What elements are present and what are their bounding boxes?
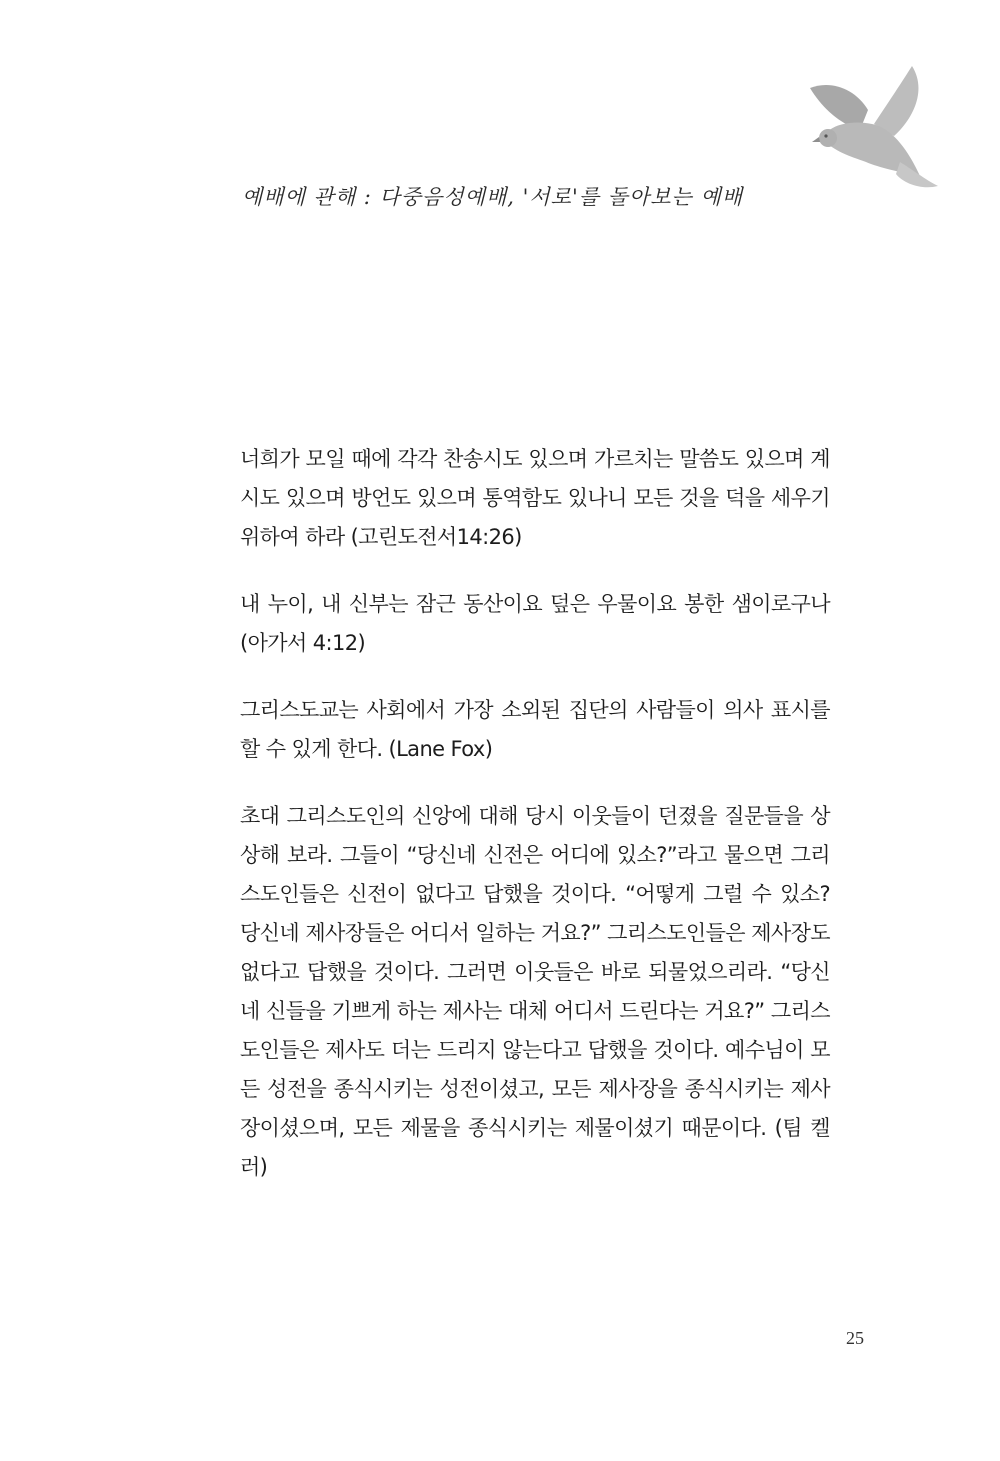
- quote-lane-fox: 그리스도교는 사회에서 가장 소외된 집단의 사람들이 의사 표시를 할 수 있게 한다. (Lane Fox): [240, 698, 830, 761]
- scripture-quote-2: 내 누이, 내 신부는 잠근 동산이요 덮은 우물이요 봉한 샘이로구나 (아가서 4:12): [240, 592, 830, 655]
- page-number: 25: [846, 1328, 864, 1348]
- dove-icon: [800, 58, 940, 198]
- quote-tim-keller: 초대 그리스도인의 신앙에 대해 당시 이웃들이 던졌을 질문들을 상상해 보라. 그들이 “당신네 신전은 어디에 있소?”라고 물으면 그리스도인들은 신전이 없다고 답했을 것이다. “어떻게 그럴 수 있소? 당신네 제사장들은 어디서 일하는 거요?” 그리스도인들은 제사장도 없다고 답했을 것이다. 그러면 이웃들은 바로 되물었으리라. “당신네 신들을 기쁘게 하는 제사는 대체 어디서 드린다는 거요?” 그리스도인들은 제사도 더는 드리지 않는다고 답했을 것이다. 예수님이 모든 성전을 종식시키는 성전이셨고, 모든 제사장을 종식시키는 제사장이셨으며, 모든 제물을 종식시키는 제물이셨기 때문이다. (팀 켈러): [240, 804, 830, 1179]
- scripture-quote-1: 너희가 모일 때에 각각 찬송시도 있으며 가르치는 말씀도 있으며 계시도 있으며 방언도 있으며 통역함도 있나니 모든 것을 덕을 세우기 위하여 하라 (고린도전서14:26): [240, 447, 830, 549]
- body-text: [240, 440, 830, 1215]
- chapter-header-title: 예배에 관해 : 다중음성예배, '서로'를 돌아보는 예배: [242, 185, 744, 209]
